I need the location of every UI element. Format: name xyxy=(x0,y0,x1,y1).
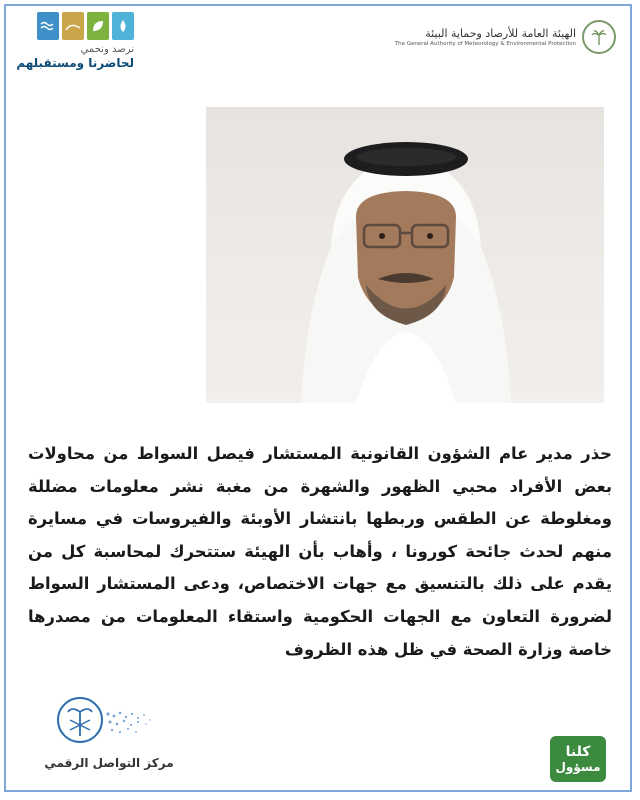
portrait-photo xyxy=(206,107,604,403)
badge-line-2: مسؤول xyxy=(555,760,601,774)
slogan-brand xyxy=(14,12,134,72)
authority-name-en: The General Authority of Meteorology & Environmental Protection xyxy=(394,41,576,47)
authority-logo xyxy=(395,20,616,54)
slogan-big: لحاضرنا ومستقبلهم xyxy=(16,56,134,70)
responsibility-badge xyxy=(550,736,606,782)
palm-emblem-icon xyxy=(582,20,616,54)
person-illustration xyxy=(206,107,604,403)
slogan-small: نرصد ونحمي xyxy=(80,44,134,55)
authority-name-ar: الهيئة العامة للأرصاد وحماية البيئة xyxy=(425,27,576,40)
weather-tiles xyxy=(14,12,134,40)
wave-icon xyxy=(37,12,59,40)
dotted-emblem-icon xyxy=(50,690,160,750)
news-body: حذر مدير عام الشؤون القانونية المستشار فيصل السواط من محاولات بعض الأفراد محبي الظهور والشهرة من مغبة نشر معلومات مضللة ومغلوطة عن الطقس وربطها بانتشار الأوبئة والفيروسات في مسايرة منهم لحدث جائحة كورونا ، وأهاب بأن الهيئة ستتحرك لمحاسبة كل من يقدم على ذلك بالتنسيق مع جهات الاختصاص، ودعى المستشار السواط لضرورة التعاون مع الجهات الحكومية واستقاء المعلومات من مصدرها خاصة وزارة الصحة في ظل هذه الظروف xyxy=(28,444,612,659)
leaf-icon xyxy=(87,12,109,40)
dune-icon xyxy=(62,12,84,40)
digital-center-logo xyxy=(44,690,174,770)
badge-line-1: كلنا xyxy=(565,744,591,760)
digital-center-name: مركز التواصل الرقمي xyxy=(44,756,174,770)
water-icon xyxy=(112,12,134,40)
